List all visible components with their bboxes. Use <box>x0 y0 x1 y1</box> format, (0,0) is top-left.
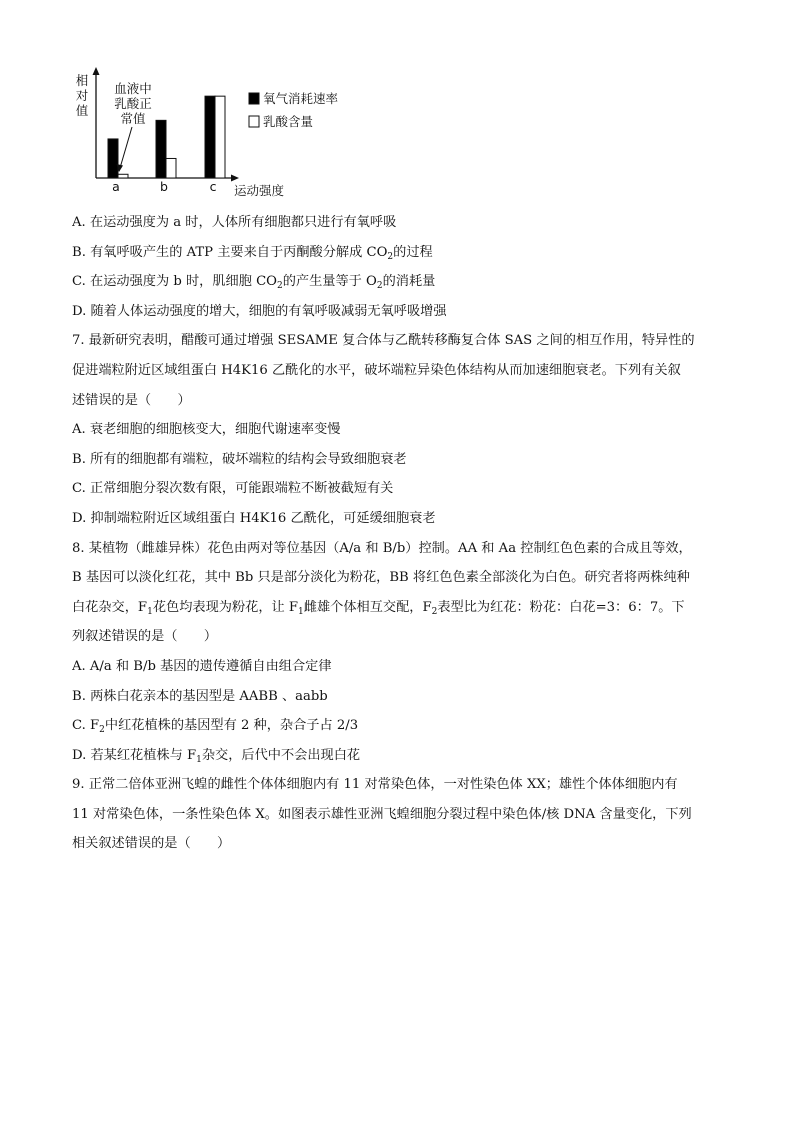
legend <box>249 91 339 129</box>
q7-stem-line1: 7. 最新研究表明，醋酸可通过增强 SESAME 复合体与乙酰转移酶复合体 SAS 之间的相互作用，特异性的 <box>72 333 695 349</box>
y-axis-label-char: 相 <box>75 73 89 88</box>
y-axis-label-char: 值 <box>75 103 89 118</box>
q9-stem-line1: 9. 正常二倍体亚洲飞蝗的雌性个体体细胞内有 11 对常染色体，一对性染色体 XX；雄性个体体细胞内有 <box>72 777 678 793</box>
q8-stem-line2: B 基因可以淡化红花，其中 Bb 只是部分淡化为粉花，BB 将红色色素全部淡化为白色。研究者将两株纯种 <box>72 570 690 586</box>
q7-option-c: C. 正常细胞分裂次数有限，可能跟端粒不断被截短有关 <box>72 481 394 497</box>
bar-b-series-2 <box>166 158 176 178</box>
bar-c-series-1 <box>205 96 215 178</box>
q8-stem-line1: 8. 某植物（雌雄异株）花色由两对等位基因（A/a 和 B/b）控制。AA 和 Aa 控制红色色素的合成且等效， <box>72 540 692 556</box>
q8-option-c: C. $F_2$中红花植株的基因型有 2 种，杂合子占 2/3 <box>72 718 359 736</box>
bar-a-series-1 <box>108 139 118 178</box>
bar-c-series-2 <box>215 96 225 178</box>
q7-option-d: D. 抑制端粒附近区域组蛋白 H4K16 乙酰化，可延缓细胞衰老 <box>72 510 436 526</box>
legend-swatch-1 <box>249 93 259 104</box>
q8-stem-line3: 白花杂交，$F_1$花色均表现为粉花，让 $F_1$雌雄个体相互交配，$F_2$表型比为红花：粉花：白花=3：6：7。下 <box>72 599 685 617</box>
annotation-arrow-line <box>120 127 132 168</box>
category-label-b: b <box>160 179 168 194</box>
category-labels <box>112 179 216 194</box>
q7-option-b: B. 所有的细胞都有端粒，破坏端粒的结构会导致细胞衰老 <box>72 451 407 467</box>
annotation-line: 血液中 <box>114 81 152 96</box>
x-axis-arrow <box>231 175 239 182</box>
q8-stem-line4: 列叙述错误的是（ ） <box>72 629 218 645</box>
annotation-line: 常值 <box>120 111 146 126</box>
category-label-a: a <box>112 179 120 194</box>
y-axis-arrow <box>93 67 100 75</box>
q6-option-a: A. 在运动强度为 a 时，人体所有细胞都只进行有氧呼吸 <box>72 215 397 230</box>
bar-chart <box>70 64 370 204</box>
q6-option-b: B. 有氧呼吸产生的 ATP 主要来自于丙酮酸分解成 $CO_2$的过程 <box>72 244 433 262</box>
y-axis-label-char: 对 <box>75 88 89 103</box>
legend-label-1: 氧气消耗速率 <box>263 91 339 106</box>
bar-b-series-1 <box>156 120 166 178</box>
bar-a-series-2 <box>118 174 128 178</box>
q8-option-b: B. 两株白花亲本的基因型是 AABB 、aabb <box>72 688 328 704</box>
q7-stem-line3: 述错误的是（ ） <box>72 392 191 408</box>
question-text <box>72 208 724 859</box>
q6-option-c: C. 在运动强度为 b 时，肌细胞 $CO_2$的产生量等于 $O_2$的消耗量 <box>72 274 436 292</box>
q6-option-d: D. 随着人体运动强度的增大，细胞的有氧呼吸减弱无氧呼吸增强 <box>72 303 447 319</box>
q9-stem-line3: 相关叙述错误的是（ ） <box>72 836 231 852</box>
x-axis-label: 运动强度 <box>234 183 285 198</box>
annotation-line: 乳酸正 <box>114 96 152 111</box>
category-label-c: c <box>209 179 217 194</box>
q8-option-d: D. 若某红花植株与 $F_1$杂交，后代中不会出现白花 <box>72 747 361 765</box>
q9-stem-line2: 11 对常染色体，一条性染色体 X。如图表示雄性亚洲飞蝗细胞分裂过程中染色体/核 DNA 含量变化，下列 <box>72 806 692 822</box>
legend-label-2: 乳酸含量 <box>263 114 314 129</box>
legend-swatch-2 <box>249 116 259 127</box>
q8-option-a: A. A/a 和 B/b 基因的遗传遵循自由组合定律 <box>72 658 332 674</box>
q7-option-a: A. 衰老细胞的细胞核变大，细胞代谢速率变慢 <box>72 422 341 438</box>
q7-stem-line2: 促进端粒附近区域组蛋白 H4K16 乙酰化的水平，破坏端粒异染色体结构从而加速细胞衰老。下列有关叙 <box>72 362 681 378</box>
